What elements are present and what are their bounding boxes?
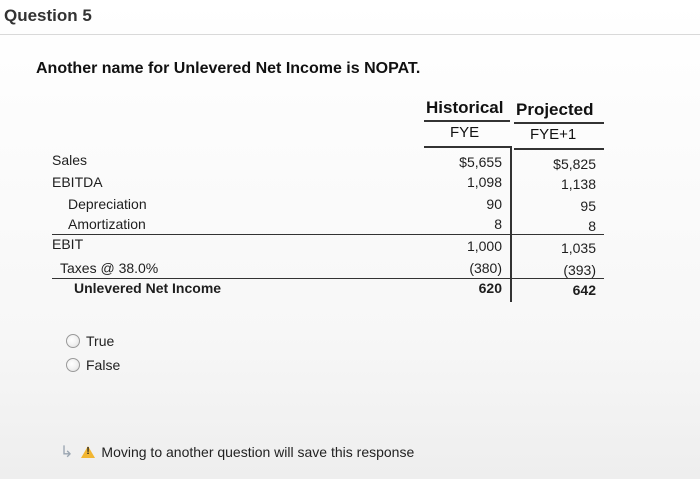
option-false[interactable] — [66, 354, 120, 376]
value-taxes-projected: (393) — [563, 262, 596, 278]
answer-options — [66, 330, 120, 378]
option-true[interactable] — [66, 330, 120, 352]
row-label-amortization: Amortization — [68, 216, 146, 232]
question-prompt: Another name for Unlevered Net Income is NOPAT. — [36, 60, 421, 77]
col-subheader-fye: FYE — [450, 124, 480, 141]
row-label-ebitda: EBITDA — [52, 174, 103, 190]
value-taxes-historical: (380) — [469, 260, 502, 276]
option-false-label: False — [86, 357, 121, 373]
value-ebit-historical: 1,000 — [466, 238, 502, 254]
row-label-ebit: EBIT — [52, 236, 84, 252]
value-amortization-projected: 8 — [588, 218, 596, 234]
option-true-label: True — [86, 333, 115, 349]
value-sales-historical: $5,655 — [459, 154, 502, 170]
save-notice — [60, 442, 414, 462]
value-ebitda-historical: 1,098 — [466, 174, 502, 190]
warning-icon — [81, 446, 95, 458]
value-ebitda-projected: 1,138 — [560, 176, 596, 192]
save-notice-text: Moving to another question will save this response — [101, 444, 415, 460]
radio-false[interactable] — [66, 358, 80, 372]
col-subheader-fye-plus-1: FYE+1 — [530, 126, 577, 143]
value-depreciation-historical: 90 — [486, 196, 502, 212]
row-label-sales: Sales — [52, 152, 88, 168]
value-unlevered-net-income-historical: 620 — [478, 280, 502, 296]
divider-subheader-historical — [424, 146, 510, 148]
divider-header-projected — [514, 122, 604, 124]
question-header — [0, 0, 700, 35]
value-depreciation-projected: 95 — [580, 198, 596, 214]
divider-header-historical — [424, 120, 510, 122]
row-label-depreciation: Depreciation — [68, 196, 147, 212]
financial-table — [52, 96, 612, 316]
radio-true[interactable] — [66, 334, 80, 348]
return-arrow-icon: ↳ — [60, 444, 74, 461]
question-title: Question 5 — [4, 6, 92, 25]
divider-ebit — [52, 234, 604, 235]
value-amortization-historical: 8 — [494, 216, 502, 232]
divider-taxes — [52, 278, 604, 279]
row-label-taxes: Taxes @ 38.0% — [60, 260, 159, 276]
col-header-historical: Historical — [426, 98, 504, 117]
divider-subheader-projected — [514, 148, 604, 150]
value-unlevered-net-income-projected: 642 — [572, 282, 596, 298]
row-label-unlevered-net-income: Unlevered Net Income — [74, 280, 222, 296]
value-sales-projected: $5,825 — [553, 156, 596, 172]
value-ebit-projected: 1,035 — [560, 240, 596, 256]
col-header-projected: Projected — [516, 100, 594, 119]
